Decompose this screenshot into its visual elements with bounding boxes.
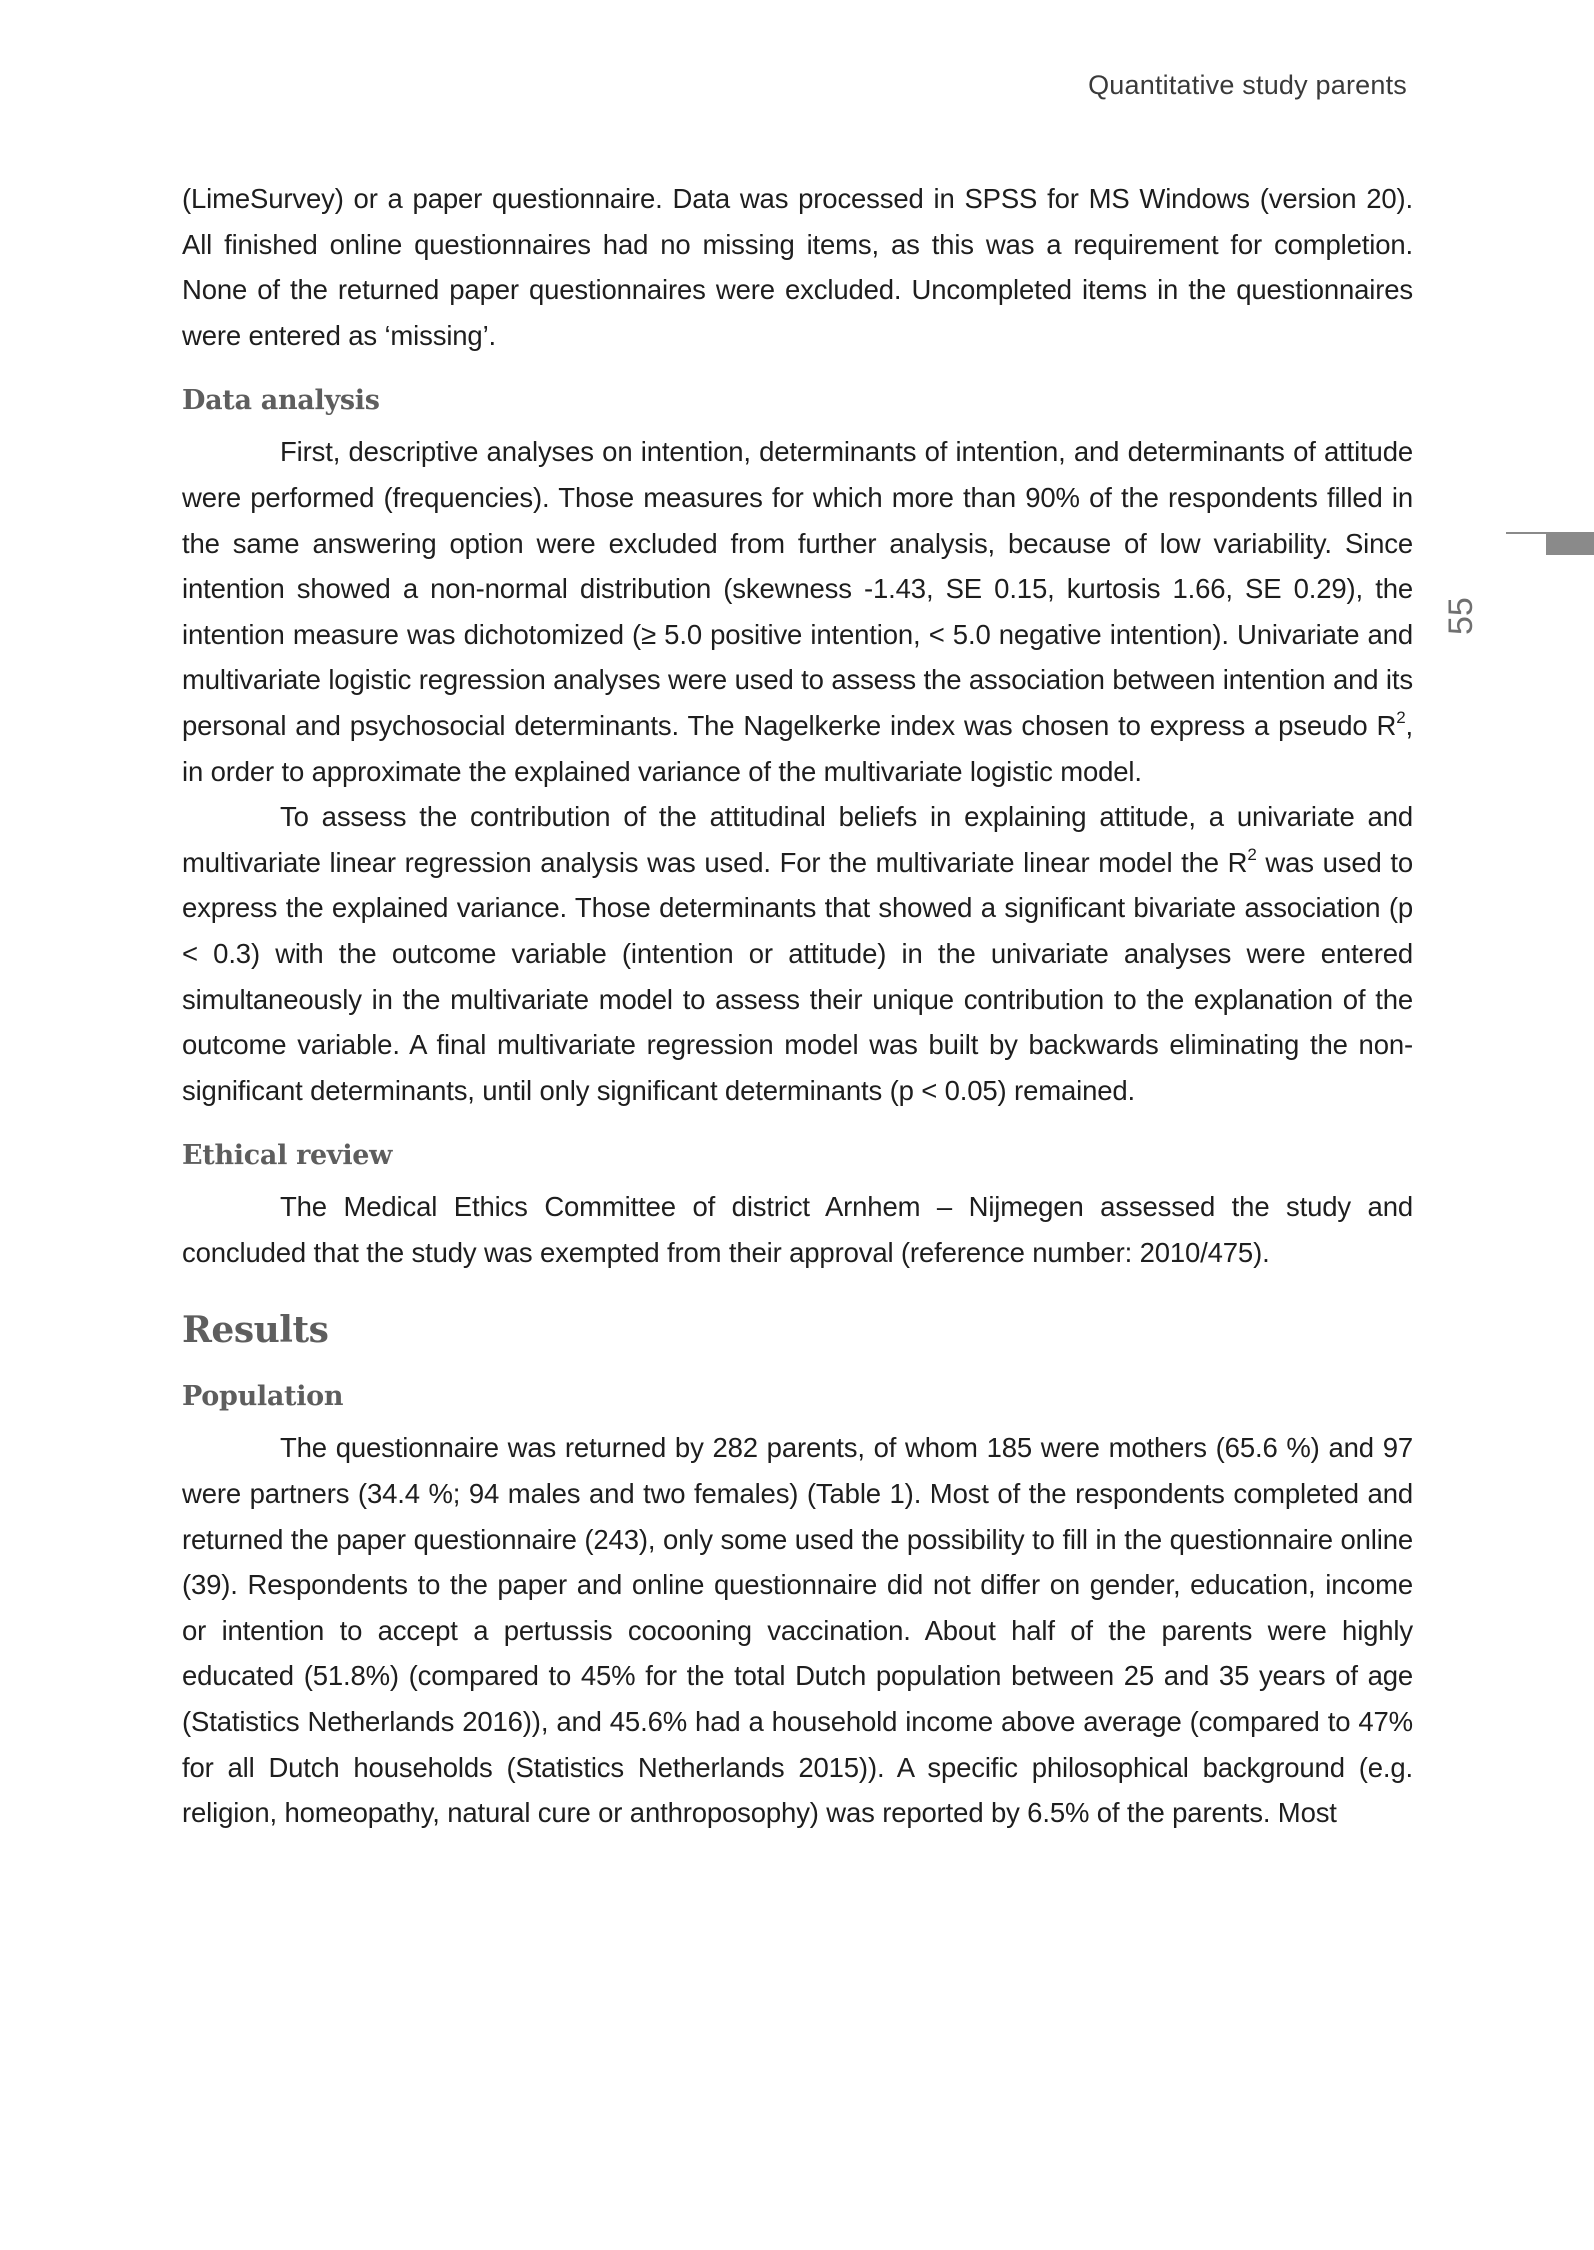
- data-analysis-p1-text-end: , in order to approximate the explained variance of the multivariate logistic model.: [182, 709, 1413, 787]
- section-heading-population: Population: [182, 1381, 344, 1413]
- page-content: [182, 176, 1413, 1836]
- chapter-heading-results: Results: [182, 1309, 329, 1352]
- data-analysis-p1-text: First, descriptive analyses on intention, determinants of intention, and determinants of attitude were performed (frequencies). Those measures for which more than 90% of the respondents filled in the same answering option were excluded from further analysis, because of low variability. Since intention showed a non-normal distribution (skewness -1.43, SE 0.15, kurtosis 1.66, SE 0.29), the intention measure was dichotomized (≥ 5.0 positive intention, < 5.0 negative intention). Univariate and multivariate logistic regression analyses were used to assess the association between intention and its personal and psychosocial determinants. The Nagelkerke index was chosen to express a pseudo R: [182, 436, 1413, 741]
- data-analysis-paragraph-1: [182, 429, 1413, 794]
- superscript: 2: [1247, 844, 1257, 864]
- section-heading-data-analysis: Data analysis: [182, 385, 380, 417]
- intro-paragraph: (LimeSurvey) or a paper questionnaire. Data was processed in SPSS for MS Windows (version 20). All finished online questionnaires had no missing items, as this was a requirement for completion. None of the returned paper questionnaires were excluded. Uncompleted items in the questionnaires were entered as ‘missing’.: [182, 183, 1413, 351]
- ethical-review-paragraph: The Medical Ethics Committee of district Arnhem – Nijmegen assessed the study and concluded that the study was exempted from their approval (reference number: 2010/475).: [182, 1191, 1413, 1268]
- population-paragraph: The questionnaire was returned by 282 parents, of whom 185 were mothers (65.6 %) and 97 were partners (34.4 %; 94 males and two females) (Table 1). Most of the respondents completed and returned the paper questionnaire (243), only some used the possibility to fill in the questionnaire online (39). Respondents to the paper and online questionnaire did not differ on gender, education, income or intention to accept a pertussis cocooning vaccination. About half of the parents were highly educated (51.8%) (compared to 45% for the total Dutch population between 25 and 35 years of age (Statistics Netherlands 2016)), and 45.6% had a household income above average (compared to 47% for all Dutch households (Statistics Netherlands 2015)). A specific philosophical background (e.g. religion, homeopathy, natural cure or anthroposophy) was reported by 6.5% of the parents. Most: [182, 1432, 1413, 1829]
- data-analysis-p2-text: To assess the contribution of the attitudinal beliefs in explaining attitude, a univariate and multivariate linear regression analysis was used. For the multivariate linear model the R: [182, 801, 1413, 878]
- page-number-text: 55: [1442, 597, 1480, 635]
- section-heading-ethical-review: Ethical review: [182, 1140, 393, 1172]
- superscript: 2: [1396, 707, 1406, 727]
- page-number: [1442, 515, 1542, 635]
- data-analysis-paragraph-2: [182, 794, 1413, 1113]
- page-tab-marker: [1546, 532, 1594, 555]
- running-header: Quantitative study parents: [1088, 70, 1407, 100]
- data-analysis-p2-text-end: was used to express the explained variance. Those determinants that showed a significant bivariate association (p < 0.3) with the outcome variable (intention or attitude) in the univariate analyses were entered simultaneously in the multivariate model to assess their unique contribution to the explanation of the outcome variable. A final multivariate regression model was built by backwards eliminating the non-significant determinants, until only significant determinants (p < 0.05) remained.: [182, 846, 1414, 1106]
